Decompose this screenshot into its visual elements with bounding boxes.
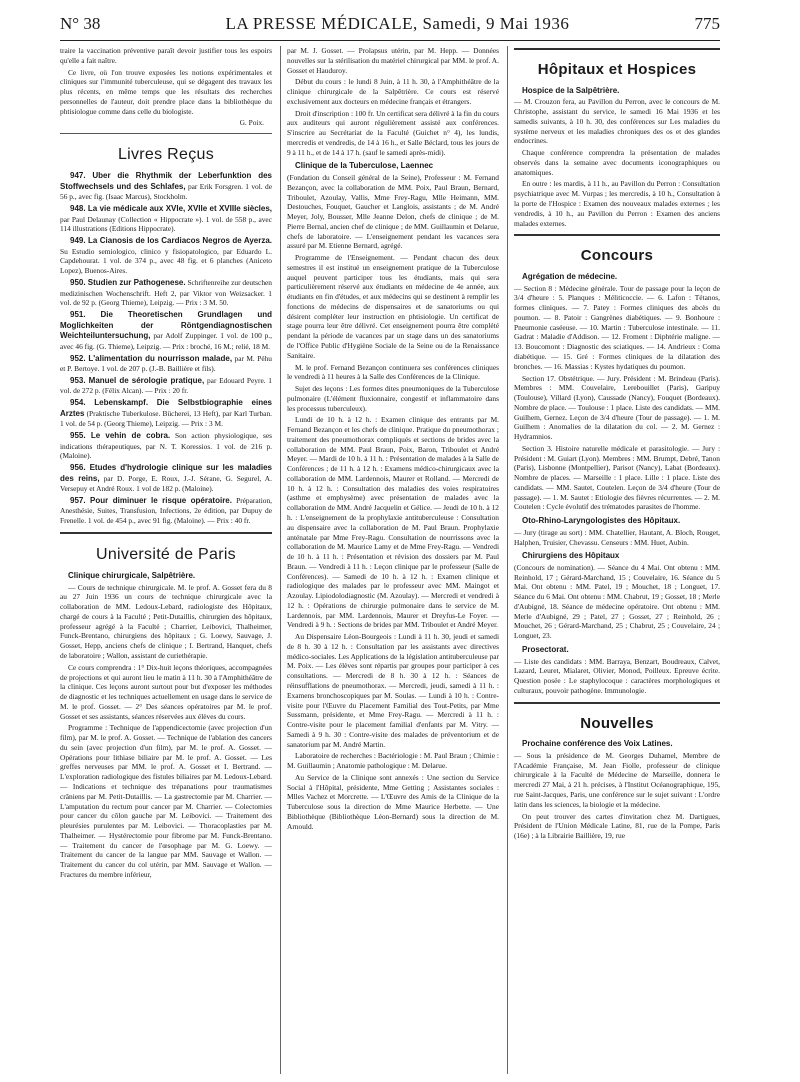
header-rule <box>60 40 720 41</box>
book-entry <box>60 354 272 374</box>
paragraph: Section 3. Histoire naturelle médicale et parasitologie. — Jury : Président : M. Guiart (Lyon). Membres : MM. Brumpt, Debré, Tanon (Paris), Lisbonne (Montpellier), Parisot (Nancy), Labat (Bordeaux). Nombre de places. — Marseille : 1 place. Lille : 1 place. Liste des candidats. — MM. Sautet, Coutelen. Leçon de 3/4 d'heure (Tour de passage). — 1. M. Sautet : Etiologie des fièvres récurrentes. — 2. M. Coutelen : Cycle évolutif des trématodes parasites de l'homme. <box>514 443 720 512</box>
column-2 <box>287 46 499 1076</box>
paragraph: Au Service de la Clinique sont annexés : Une section du Service Social à l'Hôpital, présidente, Mme Getting ; Assistantes sociales : Mlles Vachez et Morcrette. — L'Œuvre des Amis de la Clinique de la Tuberculose sous la direction de Mme Maurice Herbette. — Une Bibliothèque (Bibliothèque Léon-Bernard) sous la direction de M. Arnould. <box>287 772 499 831</box>
column-divider <box>280 46 281 1074</box>
book-entry <box>60 310 272 351</box>
paragraph: — Jury (tirage au sort) : MM. Chatellier, Hautant, A. Bloch, Rouget, Halphen, Truisier, Chevassu. Censeurs : MM. Huet, Aubin. <box>514 527 720 547</box>
book-title: 957. Pour diminuer le risque opératoire. <box>70 495 232 505</box>
paragraph: Programme de l'Enseignement. — Pendant chacun des deux semestres il est institué un enseignement pratique de la Tuberculose auquel peuvent participer tous les étudiants, mais qui sera particulièrement réservé aux étudiants en médecine de 4e année, aux étudiants en fin d'études, et aux médecins qui se destinent à remplir les fonctions de médecins de dispensaires et de sanatoriums ou qui désirent compléter leur instruction en phtisiologie. Un certificat de stage pourra leur être délivré. Cet enseignement pourra être complété pendant la période de vacances par un stage dans un des sanatoriums de l'Office Public d'Hygiène Sociale de la Seine ou de la Renaissance Sanitaire. <box>287 253 499 360</box>
book-details: (Praktische Tuberkulose. Bücherei, 13 Heft), par Karl Turban. 1 vol. de 54 p. (Georg Thieme), Leipzig. — Prix : 3 M. <box>60 408 272 429</box>
issue-number: N° 38 <box>60 14 101 33</box>
book-details: par D. Porge, E. Roux, J.-J. Sérane, G. Segurel, A. Versepuy et André Roux. 1 vol de 182 p. (Maloine). <box>60 473 272 494</box>
book-title: 954. Lebenskampf. Die Selbstbiographie eines Arztes <box>60 398 272 418</box>
book-entry <box>60 278 272 308</box>
paragraph: par M. J. Gosset. — Prolapsus utérin, par M. Hepp. — Données nouvelles sur la stérilisation du matériel chirurgical par MM. le prof. A. Gosset et Hauduroy. <box>287 46 499 75</box>
book-title: 956. Etudes d'hydrologie clinique sur les maladies des reins, <box>60 463 272 483</box>
book-details: Préparation, Anesthésie, Suites, Transfusion, Infections, 2e édition, par Dupuy de Frenelle. 1 vol. de 454 p., avec 91 fig. (Maloine). — Prix : 40 fr. <box>60 495 272 526</box>
divider <box>514 234 720 236</box>
book-entry <box>60 398 272 429</box>
divider <box>514 48 720 50</box>
paragraph: Chaque conférence comprendra la présentation de malades observés dans la semaine avec documents iconographiques ou anatomiques. <box>514 148 720 177</box>
subsection-title: Oto-Rhino-Laryngologistes des Hôpitaux. <box>522 516 681 526</box>
book-entry <box>60 204 272 234</box>
divider <box>60 133 272 134</box>
column-3 <box>514 46 720 1076</box>
paragraph: Sujet des leçons : Les formes dites pneumoniques de la Tuberculose pulmonaire (L'élément fluxionnaire, congestif et inflammatoire dans les processus tuberculeux). <box>287 384 499 413</box>
paragraph: — Sous la présidence de M. Georges Duhamel, Membre de l'Académie Française, M. Jean Fiolle, professeur de clinique chirurgicale à la Faculté de Médecine de Marseille, donnera le mercredi 27 Mai, à 21 h. précises, à l'Institut Océanographique, 195, rue Saint-Jacques, Paris, une conférence sur le sujet suivant : L'ordre latin dans les sciences, la biologie et la médecine. <box>514 750 720 809</box>
book-details: par Edouard Peyre. 1 vol. de 272 p. (Félix Alcan). — Prix : 20 fr. <box>60 375 272 396</box>
paragraph: M. le prof. Fernand Bezançon continuera ses conférences cliniques le vendredi à 11 heures à la Salle des Conférences de la Clinique. <box>287 362 499 382</box>
paragraph: — Cours de technique chirurgicale. M. le prof. A. Gosset fera du 8 au 27 Juin 1936 un cours de technique chirurgicale avec la collaboration de MM. Ledoux-Lebard, radiologiste des Hôpitaux, chargé de cours à la Faculté ; Petit-Dutaillis, chirurgien des hôpitaux, professeur agrégé à la Faculté ; Charrier, Leibovici, Thalheimer, Funck-Brentano, chirurgiens des hôpitaux ; G. Loewy, Sauvage, J. Gosset, Hepp, anciens chefs de clinique ; I. Bertrand, Hanquet, chefs de laboratoire ; Wallon, assistant de curiethérapie. <box>60 582 272 661</box>
section-title-concours: Concours <box>580 247 654 265</box>
divider <box>514 702 720 704</box>
book-details: Schriftenreihe zur deutschen medizinischen Wochenschrift. Heft 2, par Viktor von Weizsacker. 1 vol. de 92 p. (Georg Thieme), Leipzig. — Prix : 3 M. 50. <box>60 278 272 308</box>
intro-paragraph: traire la vaccination préventive paraît devoir justifier tous les espoirs qu'elle a fait naître. <box>60 46 272 65</box>
paragraph: Au Dispensaire Léon-Bourgeois : Lundi à 11 h. 30, jeudi et samedi de 8 h. 30 à 12 h. : Consultation par les assistants avec directives médico-sociales. Les Applications de la législation antituberculeuse par M. Poix. — Les élèves sont répartis par groupes pour participer à ces consultations. — Mercredi de 8 h. 30 à 12 h. : Séances de réinsufflations de pneumothorax. — Mercredi, jeudi, samedi à 11 h. : Examens bronchoscopiques par M. Soulas. — Lundi à 10 h. : Contre-visite pour l'Œuvre du Placement Familial des Tout-Petits, par Mme Sussmann, présidente, et Mme Frey-Ragu. — Mercredi à 11 h. : Contre-visite pour le placement familial d'enfants par M. Vitry. — Samedi à 9 h. 30 : Contre-visite des malades de préventorium et de sanatorium par M. André Martin. <box>287 632 499 749</box>
book-entry <box>60 376 272 396</box>
laennec-paragraphs <box>287 173 499 832</box>
subsection-title: Clinique chirurgicale, Salpêtrière. <box>68 571 196 581</box>
book-title: 955. Le vehin de cobra. <box>70 430 171 440</box>
hopitaux-paragraphs <box>514 97 720 228</box>
book-entry <box>60 431 272 461</box>
paragraph: Droit d'inscription : 100 fr. Un certificat sera délivré à la fin du cours aux auditeurs qui auront régulièrement assisté aux conférences. S'inscrire au Secrétariat de la Faculté (Guichet n° 4), les lundis, mercredis et vendredis, de 14 à 16 h., et Salle Béclard, tous les jours de 9 à 11 h., et de 14 à 17 h. (sauf le samedi après-midi). <box>287 108 499 157</box>
journal-title: LA PRESSE MÉDICALE, Samedi, 9 Mai 1936 <box>225 14 570 33</box>
paragraph: Début du cours : le lundi 8 Juin, à 11 h. 30, à l'Amphithéâtre de la clinique chirurgicale de la Salpêtrière. Ce cours est réservé exclusivement aux docteurs en médecine français et étrangers. <box>287 77 499 106</box>
paragraph: — M. Crouzon fera, au Pavillon du Perron, avec le concours de M. Christophe, assistant du service, le samedi 16 Mai 1936 et les samedis suivants, à 10 h. 30, des conférences sur Les maladies du système nerveux et les maladies chroniques des os et des glandes endocrines. <box>514 97 720 146</box>
book-title: 953. Manuel de sérologie pratique, <box>70 375 205 385</box>
book-title: 948. La vie médicale aux XVIe, XVIIe et XVIIIe siècles, <box>70 204 272 214</box>
column-divider <box>507 46 508 1074</box>
subsection-title: Hospice de la Salpêtrière. <box>522 85 620 95</box>
book-title: 952. L'alimentation du nourrisson malade, <box>70 353 233 363</box>
book-entry <box>60 496 272 526</box>
subsection-title: Prosectorat. <box>522 645 569 654</box>
paragraph: En outre : les mardis, à 11 h., au Pavillon du Perron : Consultation psychiatrique avec M. Vurpas ; les mercredis, à 10 h., Consultation à la porte de l'Hospice : Examen des nouveaux malades externes ; les vendredis, à 10 h., au Pavillon du Perron : Examen des anciens malades externes. <box>514 179 720 228</box>
paragraph: (Concours de nomination). — Séance du 4 Mai. Ont obtenu : MM. Reinhold, 17 ; Gérard-Marchand, 15 ; Couvelaire, 16. Séance du 5 Mai. Ont obtenu : MM. Patel, 19 ; Mouchet, 18 ; Longuet, 17. Séance du 6 Mai. Ont obtenu : MM. Chabrut, 19 ; Gosset, 18 ; Merle d'Aubigné, 18. Séance de médecine opératoire. Ont obtenu : MM. Merle d'Aubigné, 29 ; Patel, 27 ; Gosset, 27 ; Reinhold, 26 ; Mouchet, 26 ; Gérard-Marchand, 25 ; Chabrut, 25 ; Couvelaire, 24 ; Longuet, 23. <box>514 562 720 641</box>
section-title-nouvelles: Nouvelles <box>580 714 654 732</box>
section-title-hopitaux: Hôpitaux et Hospices <box>537 61 697 78</box>
paragraph: (Fondation du Conseil général de la Seine), Professeur : M. Fernand Bezançon, avec la collaboration de MM. Poix, Paul Braun, Bernard, Triboulet, Azoulay, Vallis, Mme Frey-Ragu, Mlle Heimann, MM. Destouches, Fouquet, Gaucher et Langlois, assistants ; de M. André Meyer, Joly, Bousser, Mlle Jeanne Delon, chefs de clinique ; de M. Pierre Bernal, ancien chef de clinique ; de MM. Guillaumin et Delarue, chefs de laboratoire. — L'enseignement pendant les vacances sera assuré par M. Etienne Bernard, agrégé. <box>287 172 499 251</box>
book-details: par Erik Forsgren. 1 vol. de 56 p., avec fig. (Isaac Marcus), Stockholm. <box>60 181 272 202</box>
concours-list <box>514 272 720 696</box>
livres-list <box>60 171 272 526</box>
book-title: 949. La Cianosis de los Cardiacos Negros de Ayerza. <box>70 236 272 246</box>
book-entry <box>60 463 272 494</box>
book-entry <box>60 171 272 202</box>
section-title-livres: Livres Reçus <box>117 146 215 164</box>
nouvelles-paragraphs <box>514 751 720 841</box>
page-header <box>60 14 720 40</box>
book-details: par M. Péhu et P. Bertoye. 1 vol. de 207 p. (J.-B. Baillière et fils). <box>60 353 272 374</box>
paragraph: Ce cours comprendra : 1° Dix-huit leçons théoriques, accompagnées de projections et qui auront lieu le matin à 11 h. 30 à l'Amphithéâtre de la clinique. Ces leçons auront surtout pour but d'exposer les méthodes de diagnostic et les techniques actuellement en usage dans le service de M. le prof. Gosset. — 2° Des séances opératoires par M. le prof. Gosset et ses assistants, séances réservées aux élèves du cours. <box>60 662 272 721</box>
divider <box>60 532 272 534</box>
page-number: 775 <box>694 14 720 33</box>
paragraph: Section 17. Obstétrique. — Jury. Président : M. Brindeau (Paris). Membres : MM. Couvelaire, Lerebouillet (Paris), Garipuy (Toulouse), Villard (Lyon), Caussade (Nancy), Fouquet (Bordeaux). Nombre de place. — Toulouse : 1 place. Liste des candidats. — MM. Guilhem, Gernez. Leçon de 3/4 d'heure (Tour de passage). — 1. M. Guilhem : Anomalies de la dilatation du col. — 2. M. Gernez : Hydramnios. <box>514 373 720 442</box>
subsection-title: Chirurgiens des Hôpitaux <box>522 551 620 561</box>
column-1 <box>60 46 272 1076</box>
paragraph: Lundi de 10 h. à 12 h. : Examen clinique des entrants par M. Fernand Bezançon et les chefs de clinique. Pratique du pneumothorax ; traitement des pneumothorax compliqués et sections de brides avec la collaboration de MM. Paul Braun, Poix, Baron, Triboulet et André Meyer. — Mardi de 10 h. à 11 h. : Présentation de malades à la Salle de Conférences ; de 11 h. à 12 h. : Examens médico-chirurgicaux avec la collaboration de MM. Lardennois, Maurer et Rolland. — Mercredi de 10 h. à 12 h. : Consultation des maladies des voies respiratoires (asthme et emphysème) avec présentation de malades avec la collaboration de MM. André Jacquelin et Gélice. — Jeudi de 10 h. à 12 h. : L'enseignement de la prophylaxie antituberculeuse : Consultation au dispensaire avec la collaboration de M. Paul Braun. Prophylaxie anténatale par Mme Frey-Ragu. Consultation de nourrissons avec la collaboration de M. Maurice Lamy et de Mme Frey-Ragu. — Vendredi de 10 h. à 11 h. : Présentation et révision des dossiers par M. Paul Braun. — Vendredi à 11 h. : Leçon clinique par le professeur (Salle de Conférences). — Samedi de 10 h. à 12 h. : Examen clinique et radiologique des malades par le professeur avec MM. Maingot et Azoulay. Lipiodolodiagnostic (M. Azoulay). — Mercredi et vendredi à 12 h. : Opérations de chirurgie pulmonaire dans le service de M. Lardennois, par MM. Lardennois, Maurer et Dreyfus-Le Foyer. — Vendredi à 9 h. : Sections de brides par MM. Triboulet et André Meyer. <box>287 415 499 630</box>
book-details: Son action physiologique, ses indications thérapeutiques, par N. T. Koressios. 1 vol. de 216 p. (Maloine). <box>60 430 272 461</box>
book-title: 951. Die Theoretischen Grundlagen und Moglichkeiten der Röntgendiagnostischen Weichteiluntersuchung, <box>60 310 272 341</box>
paragraph: Programme : Technique de l'appendicectomie (avec projection d'un film), par M. le prof. A. Gosset. — Technique de l'ablation des cancers du sein (avec projection d'un film), par M. le prof. A. Gosset. — Opérations pour lithiase biliaire par M. le prof. A. Gosset. — Les greffes nerveuses par MM. le prof. A. Gosset et I. Bertrand. — L'exploration radiologique des fistules biliaires par M. Ledoux-Lebard. — Indications et technique des trépanations pour traumatismes crâniens par M. Petit-Dutaillis. — La gastrectomie par M. Charrier. — L'amputation du rectum pour cancer par M. Charrier. — Colectomies pour cancer du côlon gauche par M. Leibovici. — Traitement des pleurésies purulentes par M. Leibovici. — Thoracoplasties par M. Thalheimer. — Hystérectomie pour fibrome par M. Funck-Brentano. — Traitement du cancer de l'œsophage par M. G. Loewy. — Traitement du cancer de la langue par MM. Sauvage et Wallon. — Traitement du cancer du col utérin, par MM. Sauvage et Wallon. — Fractures du membre inférieur, <box>60 723 272 879</box>
book-entry <box>60 236 272 276</box>
book-details: par Paul Delaunay (Collection « Hippocrate »). 1 vol. de 558 p., avec 114 illustrations (Editions Hippocrate). <box>60 214 272 234</box>
subsection-title: Agrégation de médecine. <box>522 272 618 282</box>
paragraph: — Section 8 : Médecine générale. Tour de passage pour la leçon de 3/4 d'heure : 5. Planques : Méliticoccie. — 6. Lafon : Tétanos, formes cliniques. — 7. Patey : Formes cliniques des abcès du poumon. — 8. Patoir : Gangrènes diabétiques. — 9. Bonhoure : Pneumonie caséeuse. — 10. Martin : Tuberculose intestinale. — 11. Gadrat : Maladie d'Addison. — 12. Froment : Diphtérie maligne. — 13. Boucomont : Diagnostic des sciatiques. — 14. Andrieux : Coma diabétique. — 15. Gré : Formes cliniques de la dilatation des bronches. — 16. Massias : Kystes hydatiques du poumon. <box>514 283 720 371</box>
section-title-universite: Université de Paris <box>96 546 236 563</box>
subsection-title: Clinique de la Tuberculose, Laennec <box>295 161 434 171</box>
subsection-title: Prochaine conférence des Voix Latines. <box>522 739 673 749</box>
book-title: 950. Studien zur Pathogenese. <box>70 278 186 288</box>
paragraph: On peut trouver des cartes d'invitation chez M. Dartigues, Président de l'Union Médicale Latine, 81, rue de la Pompe, Paris (16e) ; à la Librairie Baillière, 19, rue <box>514 811 720 841</box>
book-details: Su Estudio semiologico, clinico y fisiopatologico, par Eduardo L. Capdehourat. 1 vol. de 374 p., avec 48 fig. et 6 planches (Aniceto Lopez), Buenos-Aires. <box>60 246 272 276</box>
paragraph: — Liste des candidats : MM. Barraya, Benzart, Boudreaux, Calvet, Lazard, Leuret, Mialaret, Olivier, Monod, Poilleux. Epreuve écrite. Question posée : Le staphylocoque : caractères morphologiques et culturaux, pouvoir pathogène. Immunologie. <box>514 656 720 695</box>
intro-paragraph: Ce livre, où l'on trouve exposées les notions expérimentales et cliniques sur l'immunité tuberculeuse, qui se dégagent des travaux les plus récents, en même temps que les résultats des recherches personnelles de l'auteur, doit prendre place dans la bibliothèque du phtisiologue comme dans celle du biologiste. <box>60 67 272 116</box>
intro-signature: G. Poix. <box>239 118 264 128</box>
paragraph: Laboratoire de recherches : Bactériologie : M. Paul Braun ; Chimie : M. Guillaumin ; Anatomie pathologique : M. Delarue. <box>287 751 499 771</box>
book-details: par Adolf Zuppinger. 1 vol. de 100 p., avec 46 fig. (G. Thieme), Leipzig. — Prix : broché, 16 M.; relié, 18 M. <box>60 331 272 351</box>
book-title: 947. Uber die Rhythmik der Leberfunktion des Stoffwechsels und des Schlafes, <box>60 171 272 191</box>
